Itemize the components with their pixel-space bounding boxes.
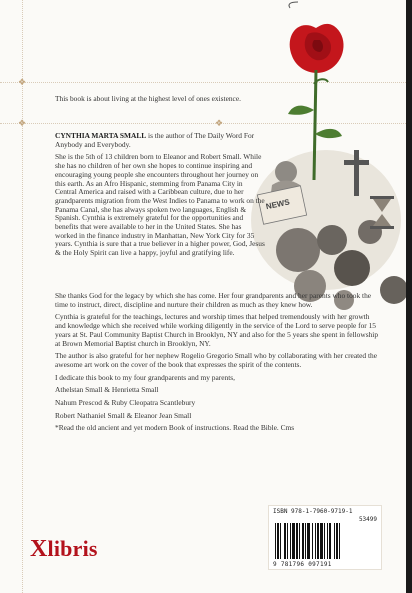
decorative-vertical-line bbox=[22, 0, 23, 593]
ornament-icon: ❖ bbox=[215, 118, 224, 128]
publisher-logo bbox=[30, 536, 98, 563]
author-bio bbox=[55, 132, 265, 262]
bio-lead bbox=[55, 132, 265, 149]
bio-lead-rest: is the author of The Daily Word For Anybody and Everybody. bbox=[55, 131, 255, 149]
barcode-bars bbox=[274, 523, 376, 559]
author-name: CYNTHIA MARTA SMALL bbox=[55, 131, 147, 140]
ean-number: 9 781796 097191 bbox=[273, 561, 332, 568]
cover-edge bbox=[406, 0, 412, 593]
bio-paragraph-4: The author is also grateful for her nephew Rogelio Gregorio Small who by collaborating with her created the awesome art work on the cover of the book that expresses the spirit of the contents. bbox=[55, 351, 378, 369]
ornament-icon: ❖ bbox=[18, 118, 27, 128]
newspaper-text: NEWS bbox=[265, 197, 291, 212]
dedication-name: Athelstan Small & Henrietta Small bbox=[55, 385, 159, 395]
bio-paragraph-3: Cynthia is grateful for the teachings, lectures and worship times that helped tremendously with her growth and knowledge which she received while working diligently in the service of the Lord to serve people for 15 years at St. Paul Community Baptist Church in Brooklyn, NY and also for the 5 years she spent in fellowship at Brown Memorial Baptist church in Brooklyn, NY. bbox=[55, 312, 379, 348]
bio-paragraph-1: She is the 5th of 13 children born to Eleanor and Robert Small. While she has no children of her own she hopes to continue inspiring and encouraging young people she encounters throughout her journey on this earth. As an Afro Hispanic, stemming from Panama City in Central America and raised with a Caribbean culture, due to her grandparents migration from the West Indies to Panama to work on the Panama Canal, she has always spoken two languages, English & Spanish. Cynthia is extremely grateful for the opportunities and benefits that were available to her in the United States. She has worked in the finance industry in Manhattan, New York City for 35 years. Cynthia is sure that a true believer in a higher power, God, Jesus & the Holy Spirit can live a happy, joyful and gratifying life. bbox=[55, 152, 265, 258]
intro-text bbox=[55, 95, 265, 108]
dedication-name: Robert Nathaniel Small & Eleanor Jean Small bbox=[55, 410, 192, 420]
closing-note: *Read the old ancient and yet modern Book of instructions. Read the Bible. Cms bbox=[55, 423, 295, 433]
ornament-icon: ❖ bbox=[18, 77, 27, 87]
bio-continued bbox=[55, 292, 380, 437]
intro-paragraph: This book is about living at the highest level of ones existence. bbox=[55, 94, 241, 103]
isbn-barcode bbox=[268, 505, 382, 570]
bio-paragraph-2: She thanks God for the legacy by which she has come. Her four grandparents and her parents who took the time to instruct, direct, discipline and nurture their children as much as they knew how. bbox=[55, 291, 372, 309]
dedication-name: Nahum Prescod & Ruby Cleopatra Scantlebury bbox=[55, 398, 196, 408]
logo-wordmark: libris bbox=[47, 536, 98, 561]
isbn-text: ISBN 978-1-7960-9719-1 bbox=[273, 508, 353, 515]
price-code: 53499 bbox=[358, 516, 377, 523]
logo-initial: X bbox=[30, 536, 48, 562]
dedication-text: I dedicate this book to my four grandparents and my parents, bbox=[55, 372, 235, 382]
